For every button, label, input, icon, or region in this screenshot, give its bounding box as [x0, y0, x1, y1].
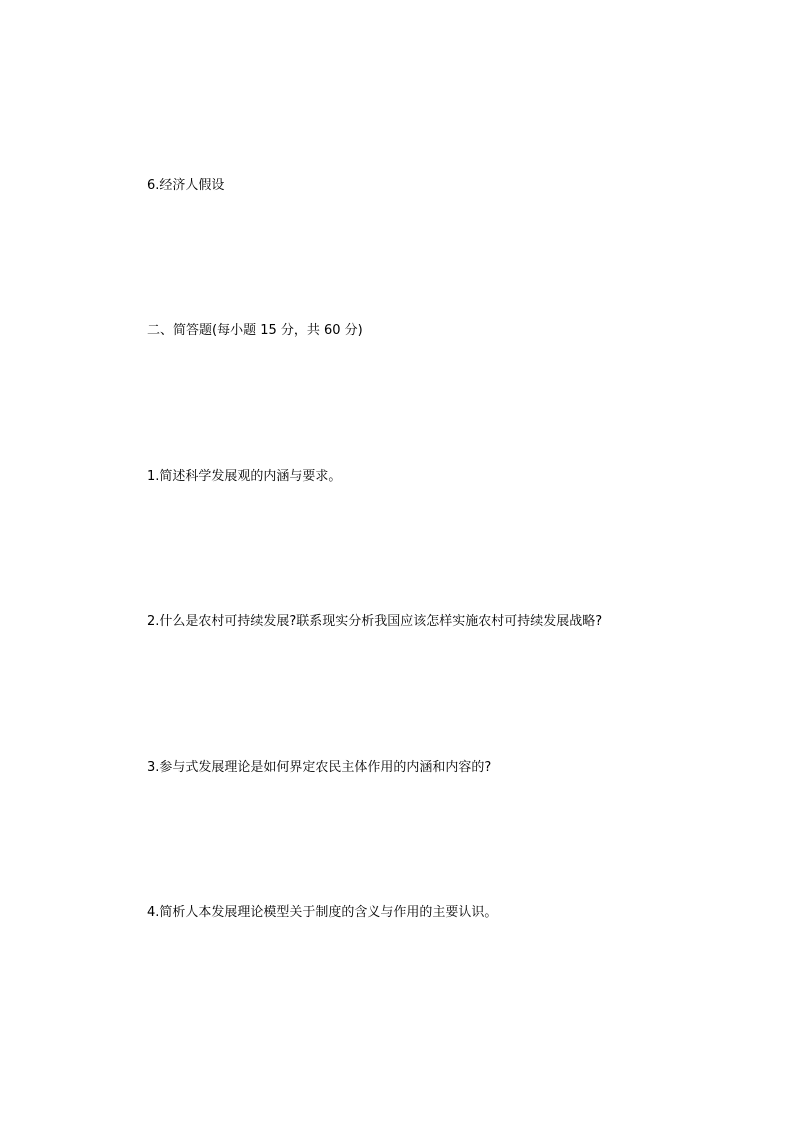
section-heading-short-answer: 二、简答题(每小题 15 分，共 60 分): [147, 323, 363, 338]
short-answer-question-3: 3.参与式发展理论是如何界定农民主体作用的内涵和内容的?: [147, 760, 492, 775]
short-answer-question-4: 4.简析人本发展理论模型关于制度的含义与作用的主要认识。: [147, 905, 498, 920]
short-answer-question-2: 2.什么是农村可持续发展?联系现实分析我国应该怎样实施农村可持续发展战略?: [147, 614, 603, 629]
term-question-6: 6.经济人假设: [147, 178, 225, 193]
short-answer-question-1: 1.简述科学发展观的内涵与要求。: [147, 469, 342, 484]
